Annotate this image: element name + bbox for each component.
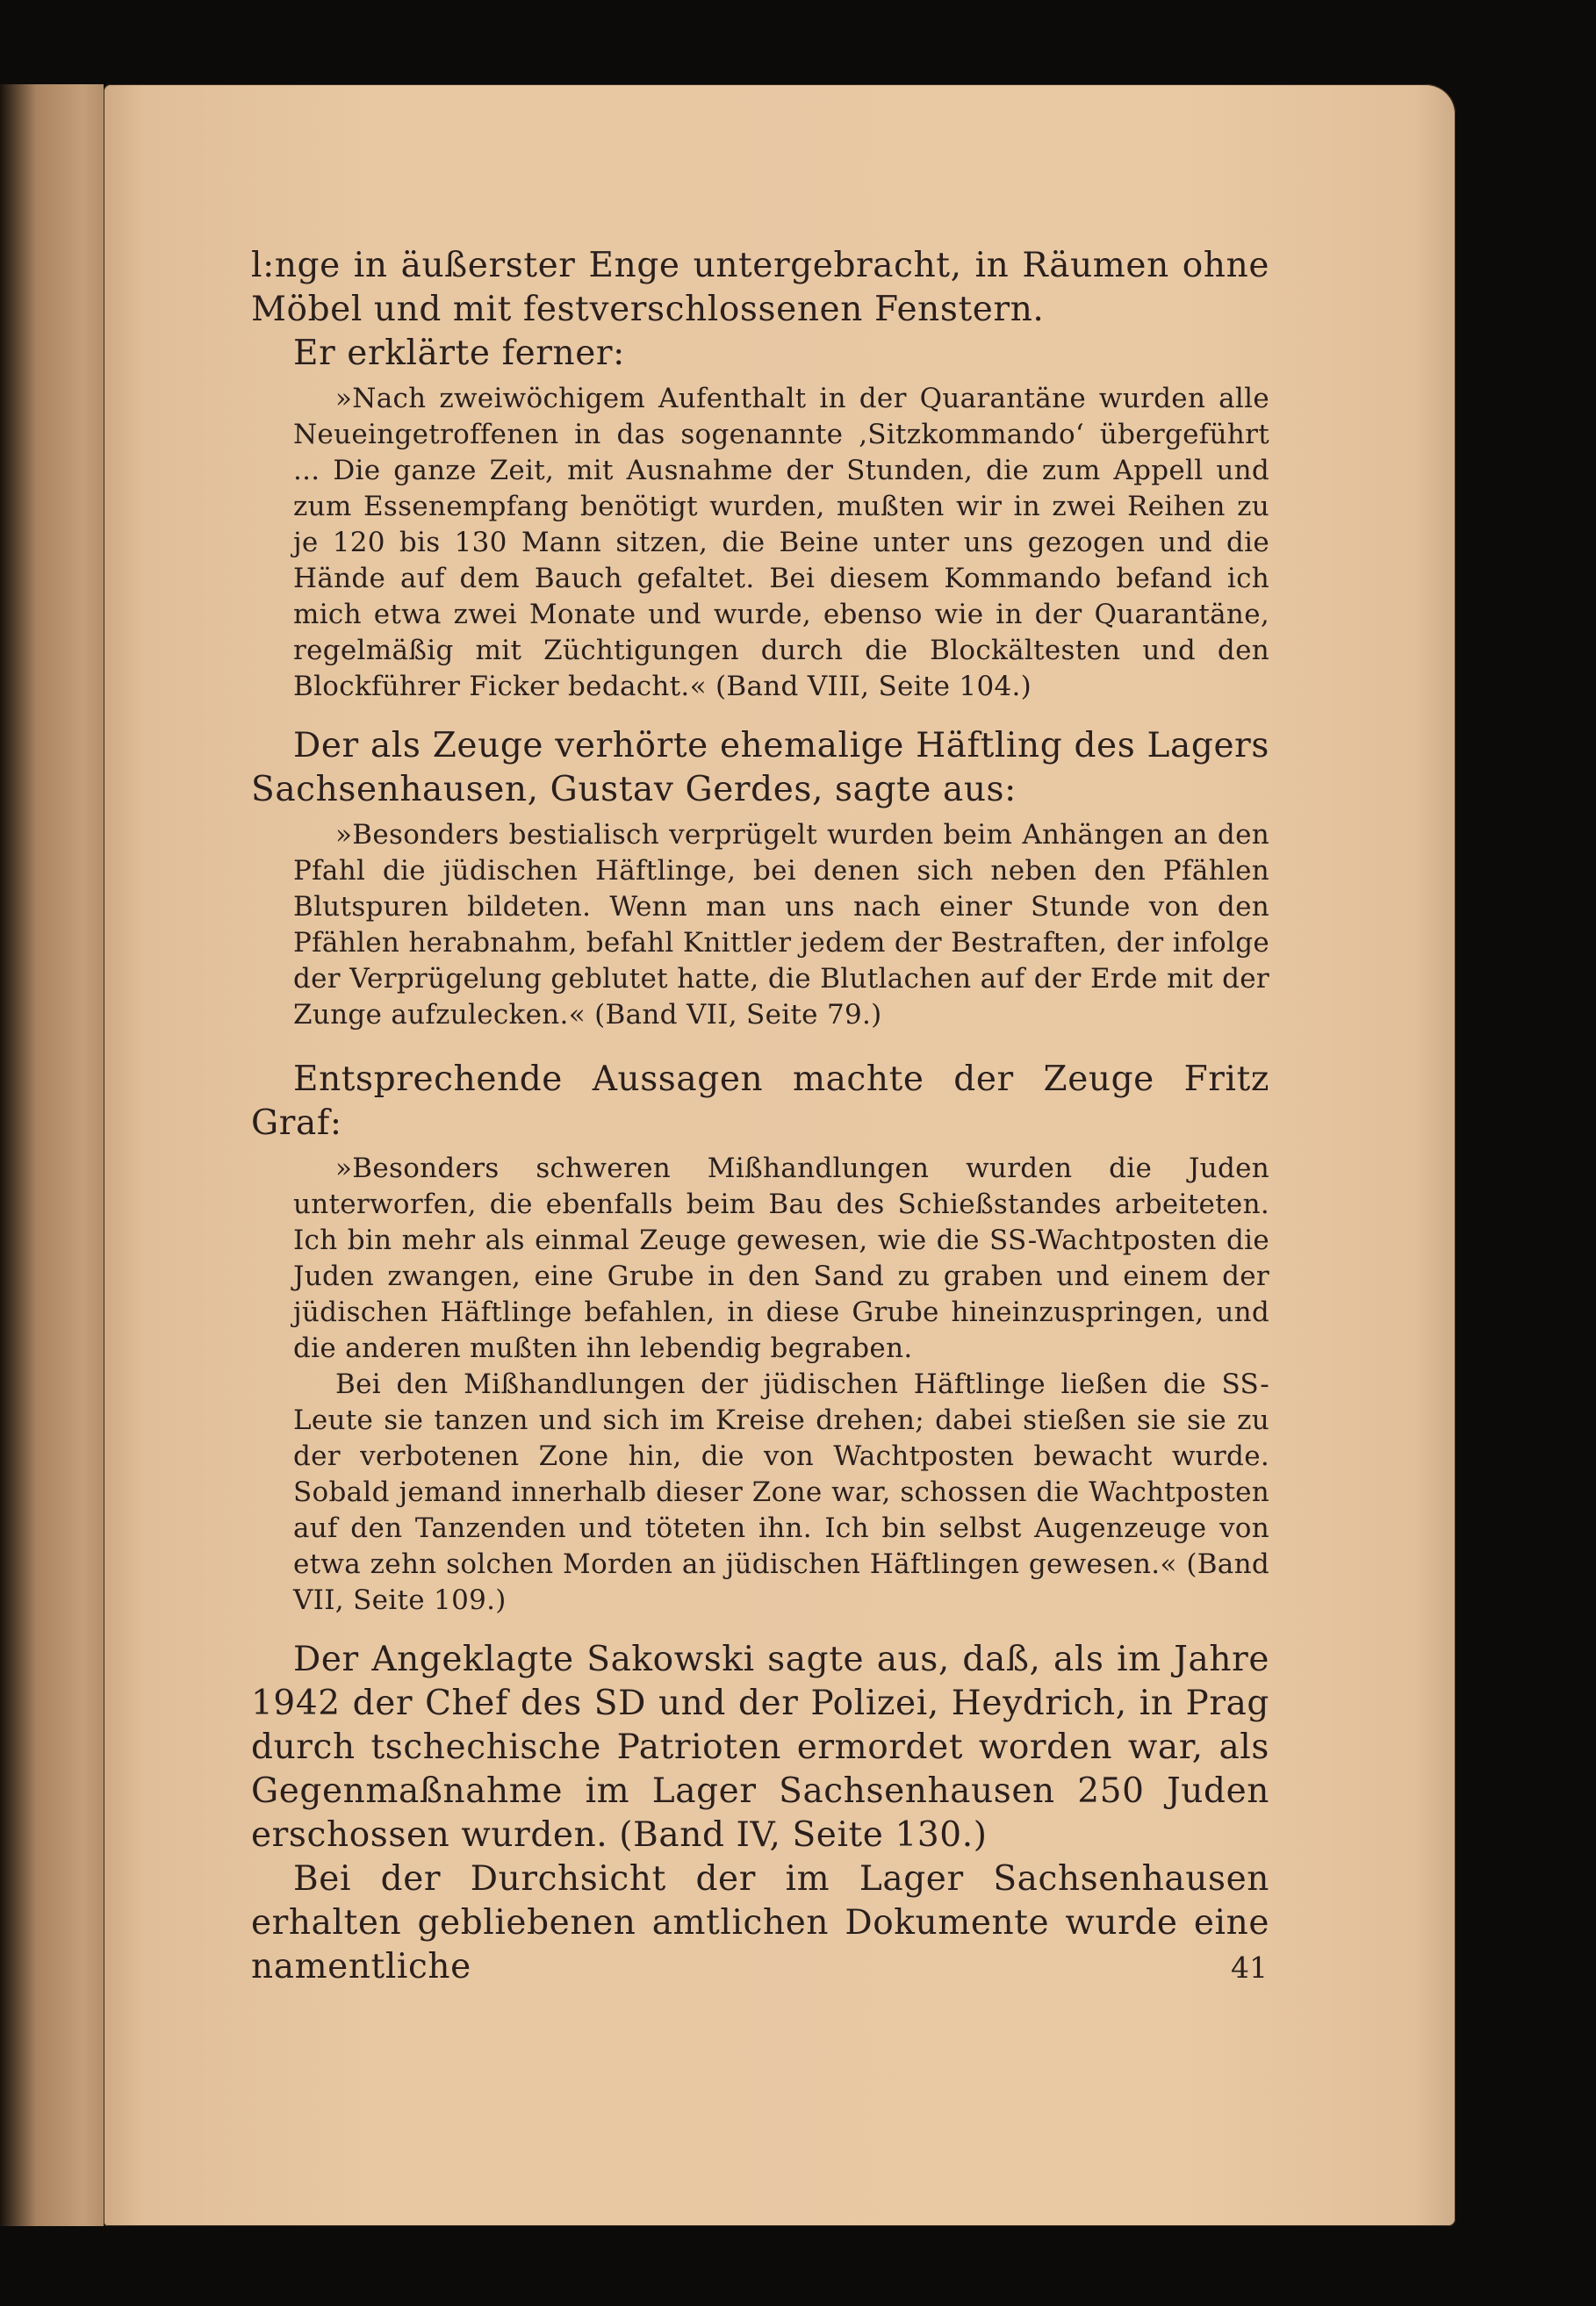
page-text <box>251 244 1269 1989</box>
quote-block-2: »Besonders bestialisch verprügelt wurden beim Anhängen an den Pfahl die jüdischen Häftlinge, bei denen sich neben den Pfählen Blutspuren bildeten. Wenn man uns nach einer Stunde von den Pfählen herabnahm, befahl Knittler jedem der Bestraften, der infolge der Verprügelung geblutet hatte, die Blutlachen auf der Erde mit der Zunge aufzulecken.« (Band VII, Seite 79.) <box>293 819 1269 1031</box>
book-gutter <box>0 84 104 2226</box>
quote-block-4: Bei den Mißhandlungen der jüdischen Häftlinge ließen die SS-Leute sie tanzen und sich im Kreise drehen; dabei stießen sie sie zu der verbotenen Zone hin, die von Wachtposten bewacht wurde. Sobald jemand innerhalb dieser Zone war, schossen die Wachtposten auf den Tanzenden und töteten ihn. Ich bin selbst Augenzeuge von etwa zehn solchen Morden an jüdischen Häftlingen gewesen.« (Band VII, Seite 109.) <box>293 1369 1269 1616</box>
page-number: 41 <box>1231 1950 1268 1985</box>
quote-block-3: »Besonders schweren Mißhandlungen wurden die Juden unterworfen, die ebenfalls beim Bau des Schießstandes arbeiteten. Ich bin mehr als einmal Zeuge gewesen, wie die SS-Wachtposten die Juden zwangen, eine Grube in den Sand zu graben und einem der jüdischen Häftlinge befahlen, in diese Grube hineinzuspringen, und die anderen mußten ihn lebendig begraben. <box>293 1153 1269 1364</box>
paragraph-sakowski: Der Angeklagte Sakowski sagte aus, daß, als im Jahre 1942 der Chef des SD und der Polizei, Heydrich, in Prag durch tschechische Patrioten ermordet worden war, als Gegenmaßnahme im Lager Sachsenhausen 250 Juden erschossen wurden. (Band IV, Seite 130.) <box>251 1640 1269 1855</box>
paragraph-witness-graf: Entsprechende Aussagen machte der Zeuge Fritz Graf: <box>251 1060 1269 1143</box>
paragraph-witness-gerdes: Der als Zeuge verhörte ehemalige Häftling des Lagers Sachsenhausen, Gustav Gerdes, sagte aus: <box>251 726 1269 809</box>
quote-block-1: »Nach zweiwöchigem Aufenthalt in der Quarantäne wurden alle Neueingetroffenen in das sogenannte ‚Sitzkommando‘ übergeführt ... Die ganze Zeit, mit Ausnahme der Stunden, die zum Appell und zum Essenempfang benötigt wurden, mußten wir in zwei Reihen zu je 120 bis 130 Mann sitzen, die Beine unter uns gezogen und die Hände auf dem Bauch gefaltet. Bei diesem Kommando befand ich mich etwa zwei Monate und wurde, ebenso wie in der Quarantäne, regelmäßig mit Züchtigungen durch die Blockältesten und den Blockführer Ficker bedacht.« (Band VIII, Seite 104.) <box>293 383 1269 702</box>
paragraph-intro: Er erklärte ferner: <box>293 334 625 373</box>
paragraph-continuation: l:nge in äußerster Enge untergebracht, in Räumen ohne Möbel und mit festverschlossenen Fenstern. <box>251 246 1269 329</box>
paragraph-documents: Bei der Durchsicht der im Lager Sachsenhausen erhalten gebliebenen amtlichen Dokumente wurde eine namentliche <box>251 1859 1269 1986</box>
